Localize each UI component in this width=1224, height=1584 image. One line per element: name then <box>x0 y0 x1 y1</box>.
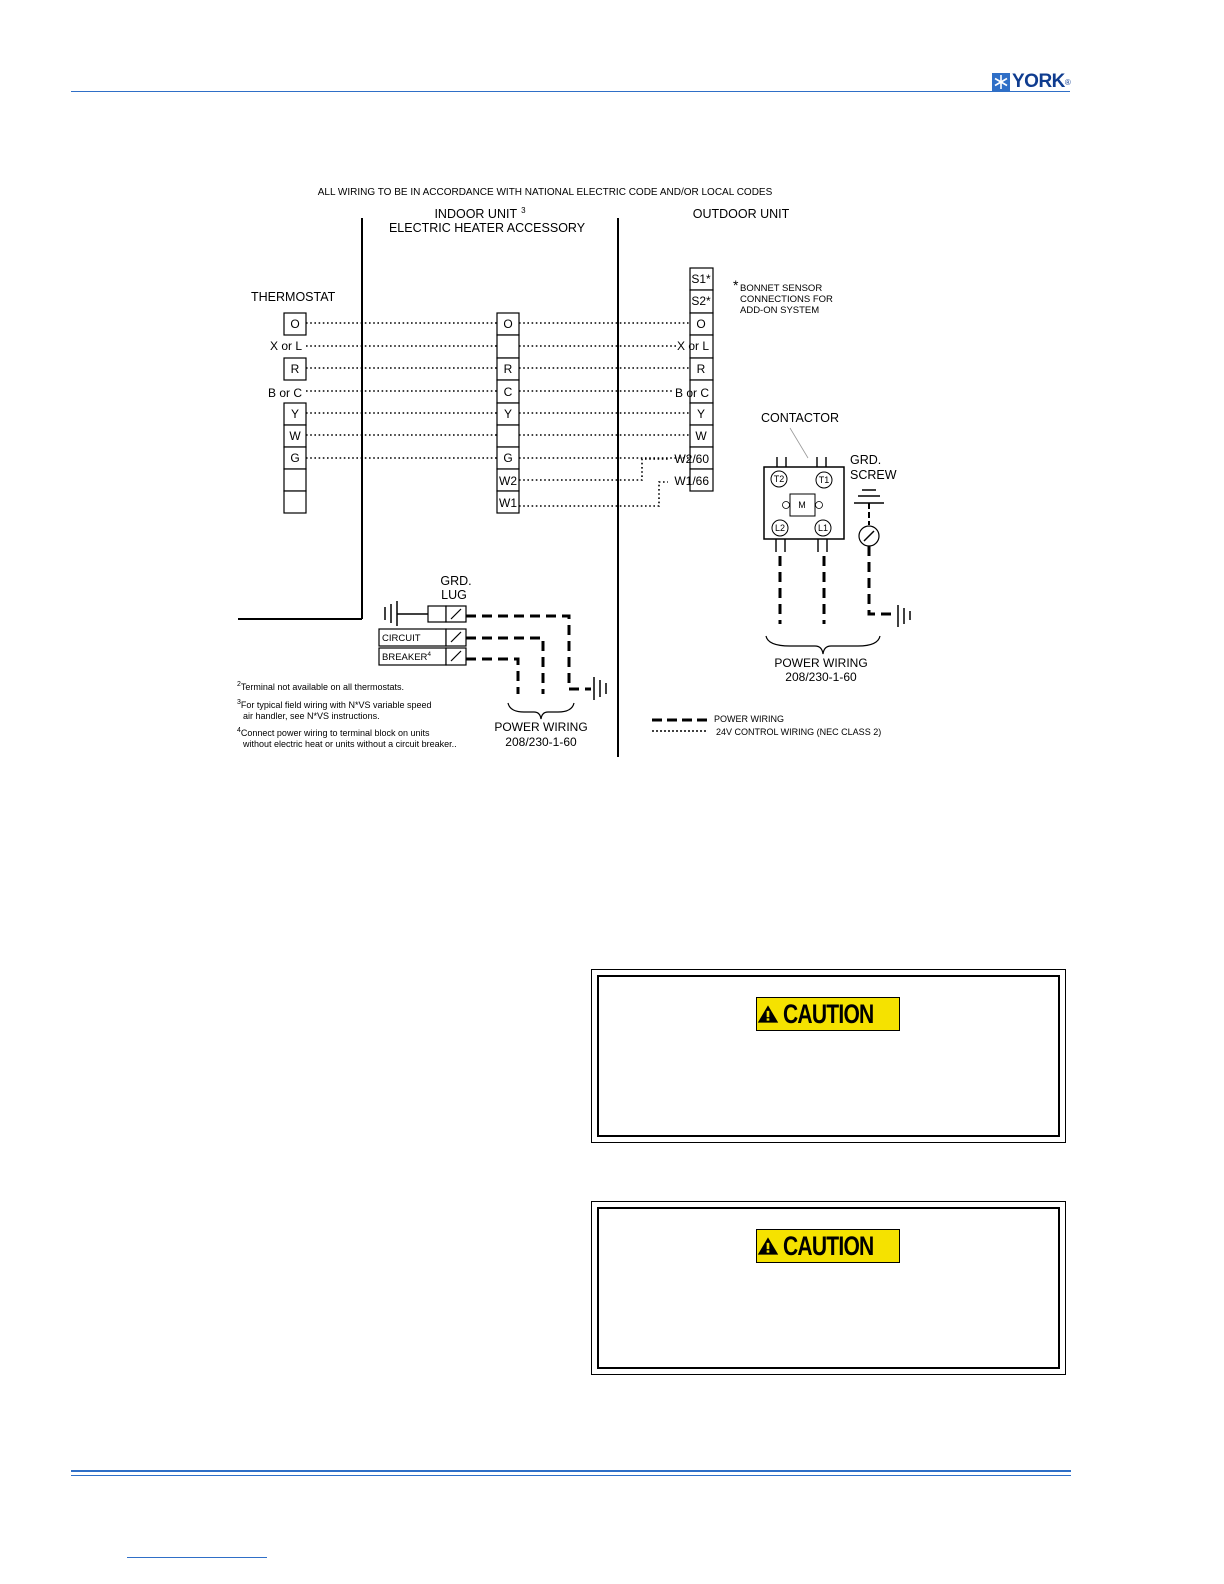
indoor-terminal-w1: W1 <box>499 496 517 510</box>
trademark: ® <box>1064 77 1071 87</box>
indoor-power-label-1: POWER WIRING <box>494 720 588 734</box>
contactor-terminal-t1: T1 <box>818 475 830 485</box>
bonnet-note-star: * <box>733 277 739 293</box>
outdoor-label-w1-66: W1/66 <box>674 474 709 488</box>
outdoor-terminal-r: R <box>696 362 706 376</box>
wiring-diagram <box>236 180 924 760</box>
indoor-terminal-g: G <box>503 451 513 465</box>
indoor-power-label-2: 208/230-1-60 <box>505 735 577 749</box>
footnote-4-cont: without electric heat or units without a circuit breaker.. <box>243 739 457 749</box>
legend-control-label: 24V CONTROL WIRING (NEC CLASS 2) <box>716 727 882 737</box>
circuit-label: CIRCUIT <box>382 633 421 644</box>
outdoor-label-b-or-c: B or C <box>674 386 709 400</box>
grd-lug-label-1: GRD. <box>440 574 472 588</box>
outdoor-terminal-w: W <box>695 429 707 443</box>
indoor-ground-lug <box>385 601 466 626</box>
indoor-terminal-o: O <box>503 317 513 331</box>
warning-triangle-icon <box>757 1234 779 1258</box>
thermostat-terminal-y: Y <box>290 407 300 421</box>
thermostat-label: THERMOSTAT <box>251 290 336 304</box>
diagram-title: ALL WIRING TO BE IN ACCORDANCE WITH NATIONAL ELECTRIC CODE AND/OR LOCAL CODES <box>317 187 773 198</box>
indoor-terminal-w2: W2 <box>499 474 517 488</box>
indoor-power-wiring <box>466 616 591 694</box>
contactor-label: CONTACTOR <box>761 411 840 425</box>
bonnet-note-line-2: CONNECTIONS FOR <box>740 294 833 305</box>
footer-rule <box>71 1470 1071 1472</box>
bonnet-note-line-1: BONNET SENSOR <box>740 283 823 294</box>
outdoor-unit-title: OUTDOOR UNIT <box>692 207 790 221</box>
warning-triangle-icon <box>757 1002 779 1026</box>
caution-badge-1 <box>756 997 900 1031</box>
caution-box-1 <box>591 969 1066 1143</box>
indoor-terminal-r: R <box>503 362 513 376</box>
outdoor-terminal-s1: S1* <box>691 272 711 286</box>
footnote-3: $^3$For typical field wiring with N*VS variable speed <box>237 699 432 710</box>
grd-screw-label-1: GRD. <box>850 453 882 467</box>
outdoor-power-wiring <box>780 546 896 624</box>
legend-power-label: POWER WIRING <box>714 714 784 724</box>
bonnet-note-line-3: ADD-ON SYSTEM <box>740 305 820 316</box>
contactor-leader <box>790 428 808 458</box>
outdoor-ground-symbol <box>898 605 910 627</box>
indoor-terminal-y: Y <box>503 407 513 421</box>
thermostat-terminal-o: O <box>290 317 300 331</box>
snowflake-icon <box>992 73 1010 91</box>
contactor-terminal-l2: L2 <box>774 523 786 533</box>
grd-lug-label-2: LUG <box>441 588 467 602</box>
outdoor-terminal-y: Y <box>696 407 706 421</box>
footnote-3-cont: air handler, see N*VS instructions. <box>243 711 380 721</box>
thermostat-terminal-w: W <box>289 429 301 443</box>
outdoor-power-brace <box>766 636 880 654</box>
footnote-2: $^2$Terminal not available on all thermostats. <box>237 681 404 692</box>
indoor-unit-title: INDOOR UNIT $^3$ <box>434 206 526 221</box>
brand-name: YORK <box>1012 71 1065 92</box>
footnote-4: $^4$Connect power wiring to terminal block on units <box>237 727 430 738</box>
indoor-power-brace <box>508 703 574 719</box>
footer-link-underline[interactable] <box>127 1557 267 1558</box>
caution-badge-2 <box>756 1229 900 1263</box>
caution-label-2: CAUTION <box>783 1230 874 1261</box>
caution-box-2 <box>591 1201 1066 1375</box>
outdoor-label-w2-60: W2/60 <box>674 452 709 466</box>
outdoor-power-label-1: POWER WIRING <box>774 656 868 670</box>
york-logo <box>992 72 1071 92</box>
thermostat-label-b-or-c: B or C <box>267 386 302 400</box>
contactor-terminal-t2: T2 <box>773 474 785 484</box>
thermostat-label-x-or-l: X or L <box>269 339 302 353</box>
indoor-ground-symbol <box>594 677 606 700</box>
indoor-terminal-c: C <box>503 385 513 399</box>
thermostat-terminal-g: G <box>290 451 300 465</box>
caution-label-1: CAUTION <box>783 998 874 1029</box>
contactor-coil-m: M <box>798 500 806 510</box>
grd-screw-label-2: SCREW <box>850 468 897 482</box>
footer-rule-thin <box>71 1475 1071 1476</box>
outdoor-terminal-s2: S2* <box>691 294 711 308</box>
outdoor-power-label-2: 208/230-1-60 <box>785 670 857 684</box>
outdoor-terminal-o: O <box>696 317 706 331</box>
indoor-unit-subtitle: ELECTRIC HEATER ACCESSORY <box>388 221 586 235</box>
outdoor-label-x-or-l: X or L <box>676 339 709 353</box>
ground-screw-symbol <box>854 490 884 546</box>
thermostat-terminal-r: R <box>290 362 300 376</box>
contactor-terminal-l1: L1 <box>817 523 829 533</box>
header-rule <box>71 91 1070 92</box>
breaker-label: BREAKER$^4$ <box>382 651 432 663</box>
